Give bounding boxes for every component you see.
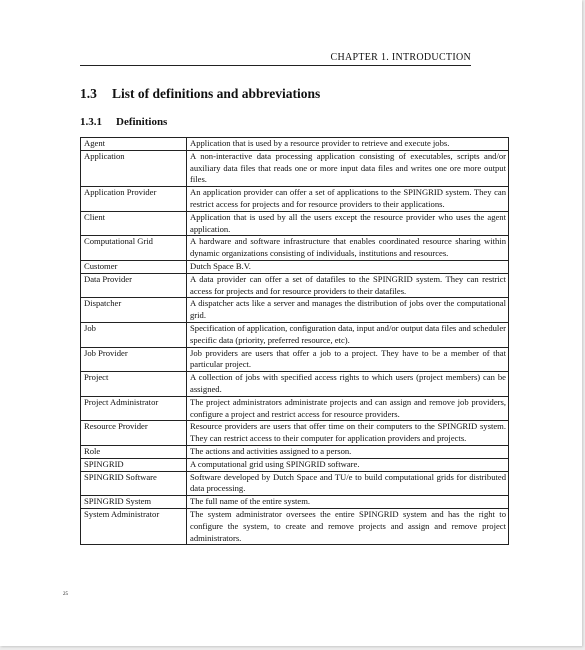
definition-row <box>81 150 509 186</box>
definition-description: Application that is used by all the users except the resource provider who uses the agent application. <box>187 211 509 236</box>
definitions-table-body <box>81 138 509 545</box>
definition-term: Agent <box>81 138 187 151</box>
definition-term: Job <box>81 322 187 347</box>
running-header: CHAPTER 1. INTRODUCTION <box>80 52 471 66</box>
definition-row <box>81 421 509 446</box>
definition-term: Application <box>81 150 187 186</box>
definition-row <box>81 211 509 236</box>
definition-row <box>81 347 509 372</box>
definition-description: The system administrator oversees the entire SPINGRID system and has the right to configure the system, to create and remove projects and assign and remove project administrators. <box>187 508 509 544</box>
definition-description: A data provider can offer a set of datafiles to the SPINGRID system. They can restrict access for projects and for resource providers to their datafiles. <box>187 273 509 298</box>
definition-term: Data Provider <box>81 273 187 298</box>
definition-term: SPINGRID System <box>81 496 187 509</box>
definition-description: Specification of application, configuration data, input and/or output data files and scheduler specific data (priority, preferred resource, etc). <box>187 322 509 347</box>
definition-description: Software developed by Dutch Space and TU/e to build computational grids for distributed data processing. <box>187 471 509 496</box>
definition-description: An application provider can offer a set of applications to the SPINGRID system. They can restrict access for projects and for resource providers to their applications. <box>187 187 509 212</box>
page-number: 25 <box>63 592 68 597</box>
definition-description: A non-interactive data processing application consisting of executables, scripts and/or auxiliary data files that reads one or more input data files and writes one ore more output files. <box>187 150 509 186</box>
definition-description: A hardware and software infrastructure that enables coordinated resource sharing within dynamic organizations consisting of individuals, institutions and resources. <box>187 236 509 261</box>
definition-term: Resource Provider <box>81 421 187 446</box>
definition-row <box>81 372 509 397</box>
subsection-title: Definitions <box>116 116 168 128</box>
definition-row <box>81 496 509 509</box>
definition-row <box>81 508 509 544</box>
definition-term: Project Administrator <box>81 396 187 421</box>
definition-term: Customer <box>81 260 187 273</box>
definition-row <box>81 458 509 471</box>
definition-term: SPINGRID Software <box>81 471 187 496</box>
definition-row <box>81 187 509 212</box>
definition-term: Project <box>81 372 187 397</box>
definition-term: Job Provider <box>81 347 187 372</box>
definition-description: Job providers are users that offer a job to a project. They have to be a member of that particular project. <box>187 347 509 372</box>
section-number: 1.3 <box>80 86 97 101</box>
section-title: List of definitions and abbreviations <box>112 86 321 101</box>
definition-term: System Administrator <box>81 508 187 544</box>
definition-term: SPINGRID <box>81 458 187 471</box>
definition-row <box>81 445 509 458</box>
definition-description: A computational grid using SPINGRID software. <box>187 458 509 471</box>
definition-description: Application that is used by a resource provider to retrieve and execute jobs. <box>187 138 509 151</box>
definition-row <box>81 322 509 347</box>
subsection-heading <box>80 116 167 128</box>
definition-description: The project administrators administrate projects and can assign and remove job providers, configure a project and restrict access for resource providers. <box>187 396 509 421</box>
definition-row <box>81 260 509 273</box>
definition-term: Computational Grid <box>81 236 187 261</box>
definition-row <box>81 471 509 496</box>
definition-row <box>81 273 509 298</box>
section-heading <box>80 86 320 102</box>
definition-description: The actions and activities assigned to a person. <box>187 445 509 458</box>
definition-row <box>81 236 509 261</box>
definition-term: Role <box>81 445 187 458</box>
definition-row <box>81 298 509 323</box>
definition-row <box>81 138 509 151</box>
definition-description: A dispatcher acts like a server and manages the distribution of jobs over the computational grid. <box>187 298 509 323</box>
definition-term: Application Provider <box>81 187 187 212</box>
definition-row <box>81 396 509 421</box>
definition-description: The full name of the entire system. <box>187 496 509 509</box>
definition-term: Dispatcher <box>81 298 187 323</box>
subsection-number: 1.3.1 <box>80 116 102 128</box>
definition-description: A collection of jobs with specified access rights to which users (project members) can be assigned. <box>187 372 509 397</box>
definitions-table <box>80 137 509 545</box>
definition-description: Resource providers are users that offer time on their computers to the SPINGRID system. They can restrict access to their computer for application providers and projects. <box>187 421 509 446</box>
definition-description: Dutch Space B.V. <box>187 260 509 273</box>
definition-term: Client <box>81 211 187 236</box>
